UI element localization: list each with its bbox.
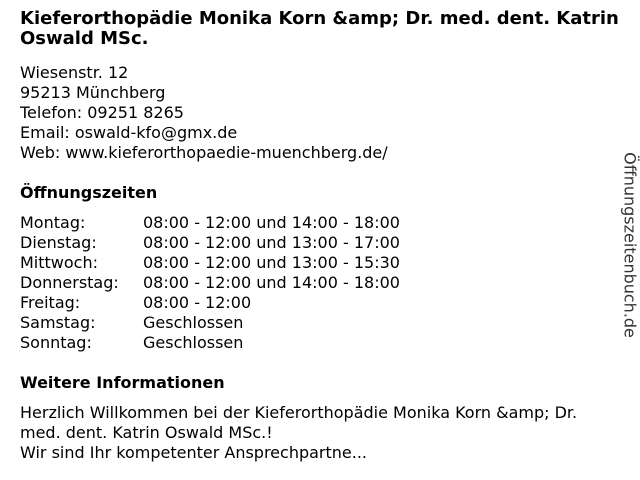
hours-row (20, 313, 400, 333)
info-paragraph: Wir sind Ihr kompetenter Ansprechpartne... (20, 443, 368, 462)
email-address: Email: oswald-kfo@gmx.de (20, 123, 238, 142)
address-city: 95213 Münchberg (20, 83, 166, 102)
hours-time: Geschlossen (143, 313, 244, 332)
hours-time: 08:00 - 12:00 und 13:00 - 15:30 (143, 253, 400, 272)
hours-row (20, 233, 400, 253)
hours-day: Sonntag: (20, 333, 92, 352)
brand-text: Öffnungszeitenbuch.de (620, 152, 640, 338)
hours-time: Geschlossen (143, 333, 244, 352)
opening-hours-list (20, 213, 400, 353)
hours-day: Samstag: (20, 313, 96, 332)
business-title: Kieferorthopädie Monika Korn &amp; Dr. med. dent. Katrin Oswald MSc. (20, 8, 619, 49)
hours-time: 08:00 - 12:00 und 14:00 - 18:00 (143, 273, 400, 292)
hours-row (20, 333, 400, 353)
address-street: Wiesenstr. 12 (20, 63, 129, 82)
hours-day: Montag: (20, 213, 86, 232)
hours-time: 08:00 - 12:00 (143, 293, 252, 312)
hours-row (20, 213, 400, 233)
hours-row (20, 253, 400, 273)
contact-block (20, 63, 388, 163)
hours-day: Donnerstag: (20, 273, 119, 292)
hours-day: Freitag: (20, 293, 81, 312)
more-info-text (20, 403, 620, 463)
brand-watermark (620, 152, 640, 338)
hours-row (20, 273, 400, 293)
phone-number: Telefon: 09251 8265 (20, 103, 184, 122)
hours-time: 08:00 - 12:00 und 13:00 - 17:00 (143, 233, 400, 252)
hours-row (20, 293, 400, 313)
website-link: Web: www.kieferorthopaedie-muenchberg.de/ (20, 143, 388, 162)
hours-day: Mittwoch: (20, 253, 98, 272)
more-info-heading: Weitere Informationen (20, 373, 225, 392)
info-paragraph: Herzlich Willkommen bei der Kieferorthopädie Monika Korn &amp; Dr. med. dent. Katrin Oswald MSc.! (20, 403, 578, 442)
opening-hours-heading: Öffnungszeiten (20, 183, 158, 202)
hours-day: Dienstag: (20, 233, 97, 252)
hours-time: 08:00 - 12:00 und 14:00 - 18:00 (143, 213, 400, 232)
